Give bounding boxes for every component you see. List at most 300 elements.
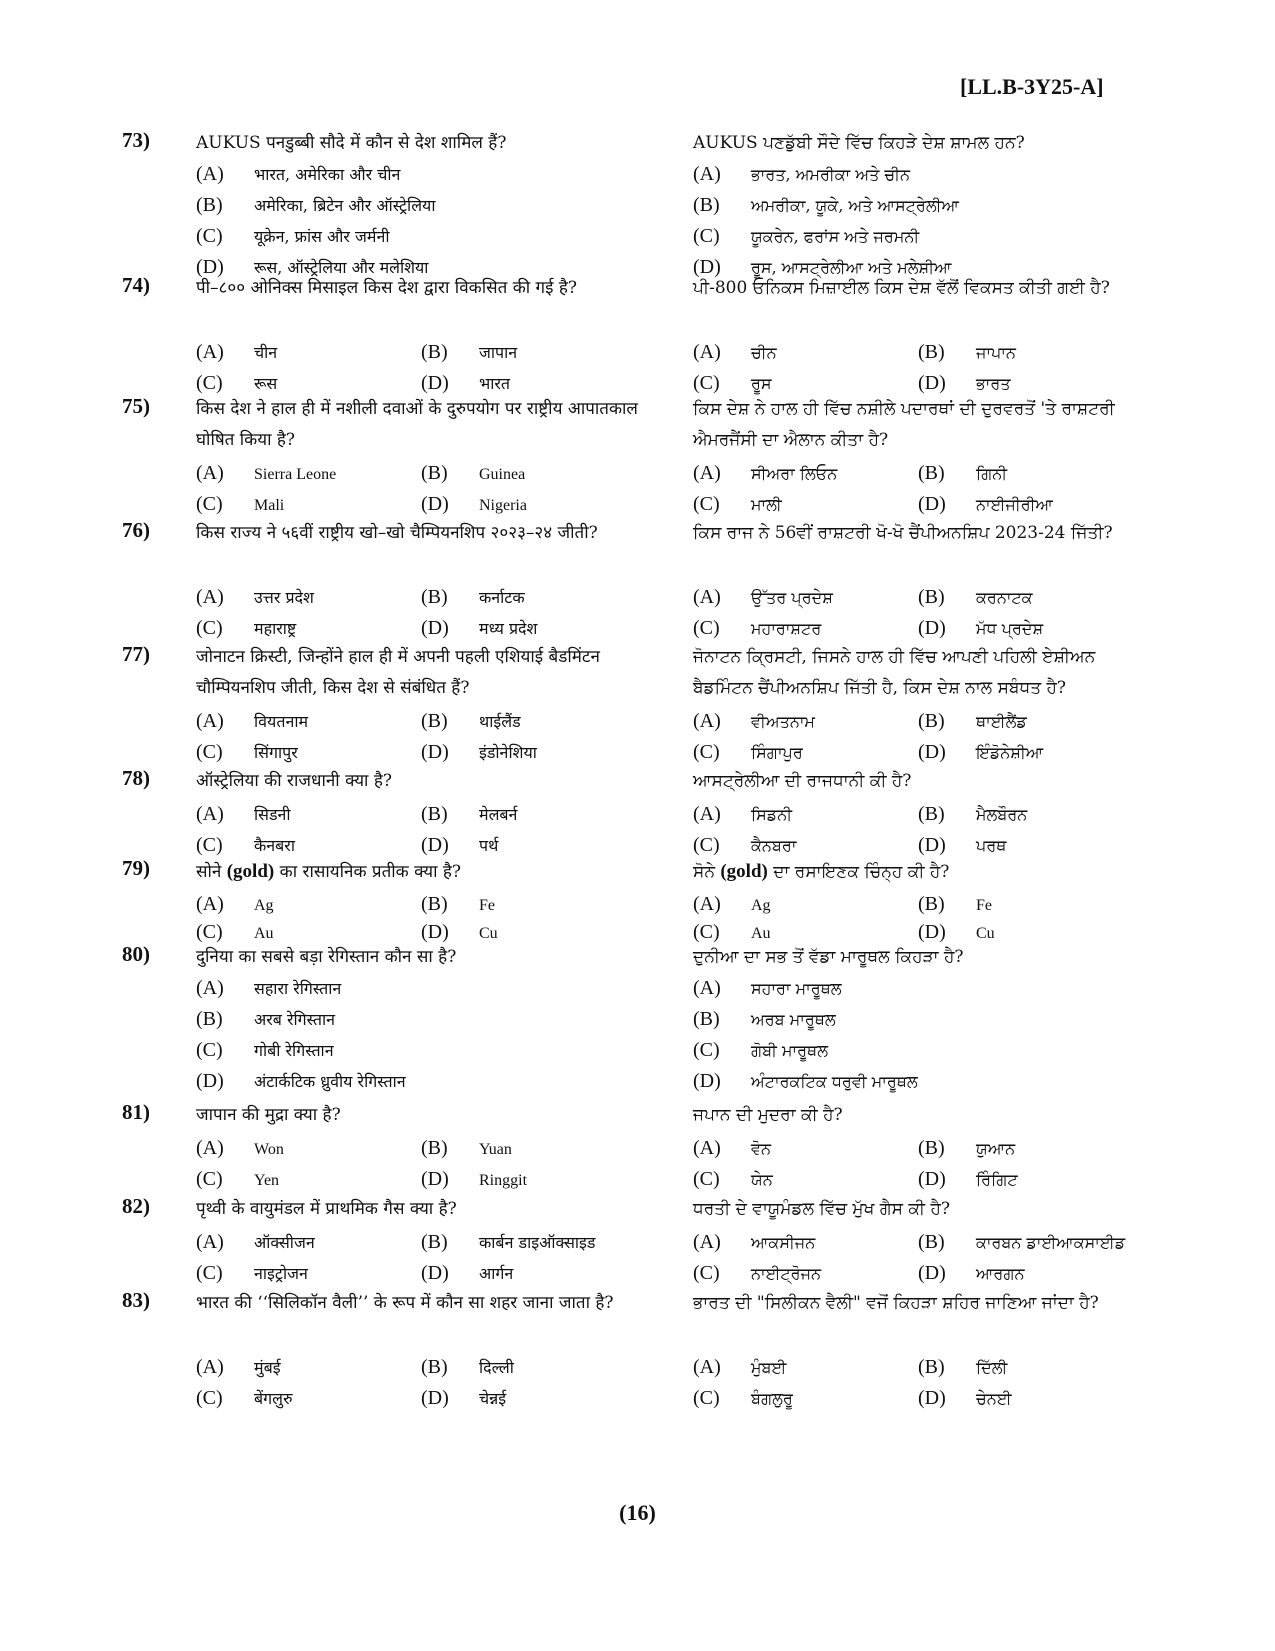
option-text: ਉੱਤਰ ਪ੍ਰਦੇਸ਼: [751, 588, 833, 607]
option-text: मध्य प्रदेश: [479, 619, 538, 638]
option-d: [421, 1164, 527, 1195]
option-label: (C): [196, 372, 223, 394]
option-label: (D): [918, 921, 946, 943]
option-c: [693, 1258, 821, 1289]
question-stem: AUKUS पनडुब्बी सौदे में कौन से देश शामिल हैं?: [196, 133, 507, 153]
option-label: (A): [196, 893, 224, 915]
option-label: (D): [421, 493, 449, 515]
option-a: [196, 706, 308, 737]
option-label: (C): [693, 372, 720, 394]
option-d: [918, 1258, 1024, 1289]
option-text: सहारा रेगिस्तान: [254, 979, 342, 998]
option-a: [693, 1133, 771, 1164]
option-text: ਜਾਪਾਨ: [976, 343, 1016, 362]
option-text: महाराष्ट्र: [254, 619, 297, 638]
option-label: (D): [918, 372, 946, 394]
option-a: [693, 973, 842, 1004]
option-b: [421, 1227, 595, 1258]
option-text: Au: [751, 925, 771, 942]
option-text: यूक्रेन, फ्रांस और जर्मनी: [254, 227, 390, 246]
option-text: भारत: [479, 374, 511, 393]
option-text: भारत, अमेरिका और चीन: [254, 165, 401, 184]
option-label: (C): [693, 1262, 720, 1284]
question-stem: ਧਰਤੀ ਦੇ ਵਾਯੂਮੰਡਲ ਵਿੱਚ ਮੁੱਖ ਗੈਸ ਕੀ ਹੈ?: [693, 1199, 950, 1219]
option-label: (C): [196, 741, 223, 763]
question-block: [0, 1194, 1275, 1288]
option-text: ਮੈਲਬੌਰਨ: [976, 805, 1028, 824]
option-label: (B): [918, 893, 945, 915]
option-label: (C): [196, 1168, 223, 1190]
option-text: ਰੂਸ, ਆਸਟ੍ਰੇਲੀਆ ਅਤੇ ਮਲੇਸ਼ੀਆ: [751, 258, 952, 277]
option-label: (A): [693, 462, 721, 484]
hindi-column: [196, 128, 646, 278]
option-b: [421, 582, 525, 613]
option-label: (D): [693, 1070, 721, 1092]
option-label: (D): [918, 834, 946, 856]
option-label: (A): [693, 1137, 721, 1159]
option-text: आर्गन: [479, 1264, 514, 1283]
question-stem: ਦੁਨੀਆ ਦਾ ਸਭ ਤੋਂ ਵੱਡਾ ਮਾਰੂਥਲ ਕਿਹੜਾ ਹੈ?: [693, 947, 964, 967]
option-d: [421, 1383, 506, 1414]
option-text: कार्बन डाइऑक्साइड: [479, 1233, 596, 1252]
option-text: इंडोनेशिया: [479, 743, 537, 762]
option-d: [693, 1066, 918, 1097]
option-a: [693, 1227, 815, 1258]
option-text: ਭਾਰਤ: [976, 374, 1011, 393]
option-text: Sierra Leone: [254, 466, 337, 483]
question-stem: ਜਪਾਨ ਦੀ ਮੁਦਰਾ ਕੀ ਹੈ?: [693, 1105, 843, 1125]
option-label: (A): [693, 1231, 721, 1253]
option-b: [421, 458, 525, 489]
option-b: [421, 1352, 514, 1383]
hindi-column: [196, 273, 646, 394]
option-a: [693, 1352, 786, 1383]
hindi-column: [196, 394, 646, 515]
question-block: [0, 273, 1275, 394]
option-label: (D): [918, 741, 946, 763]
option-label: (C): [196, 1387, 223, 1409]
option-b: [196, 1004, 335, 1035]
option-c: [693, 1383, 793, 1414]
punjabi-column: [693, 128, 1155, 278]
option-text: ਮਹਾਰਾਸ਼ਟਰ: [751, 619, 822, 638]
option-label: (B): [918, 586, 945, 608]
punjabi-column: [693, 394, 1155, 515]
option-label: (B): [918, 710, 945, 732]
option-label: (D): [421, 1168, 449, 1190]
question-number: 77): [122, 642, 150, 666]
punjabi-column: [693, 1288, 1155, 1409]
option-text: अरब रेगिस्तान: [254, 1010, 336, 1029]
hindi-column: [196, 766, 646, 856]
option-text: ਪਰਥ: [976, 836, 1007, 855]
option-text: ਸਿਡਨੀ: [751, 805, 793, 824]
option-text: Yen: [254, 1172, 280, 1189]
option-text: ਆਕਸੀਜਨ: [751, 1233, 816, 1252]
option-label: (D): [918, 1262, 946, 1284]
question-number: 81): [122, 1100, 150, 1124]
option-text: ਸੀਅਰਾ ਲਿਓਨ: [751, 464, 838, 483]
option-text: जापान: [479, 343, 518, 362]
option-label: (C): [693, 741, 720, 763]
option-label: (B): [421, 1137, 448, 1159]
option-label: (A): [693, 710, 721, 732]
option-text: Ringgit: [479, 1172, 528, 1189]
option-label: (A): [196, 586, 224, 608]
option-d: [196, 1066, 406, 1097]
stem-bold-text: (gold): [226, 861, 275, 882]
option-text: ਵੀਅਤਨਾਮ: [751, 712, 815, 731]
option-text: गोबी रेगिस्तान: [254, 1041, 334, 1060]
option-label: (A): [196, 462, 224, 484]
option-text: ਅੰਟਾਰਕਟਿਕ ਧਰੁਵੀ ਮਾਰੂਥਲ: [751, 1072, 918, 1091]
option-text: ਸਹਾਰਾ ਮਾਰੂਥਲ: [751, 979, 842, 998]
option-c: [196, 489, 284, 520]
option-label: (B): [421, 341, 448, 363]
stem-text: का रासायनिक प्रतीक क्या है?: [274, 862, 462, 882]
option-label: (B): [918, 1137, 945, 1159]
option-text: ਯੇਨ: [751, 1170, 773, 1189]
option-b: [918, 1133, 1015, 1164]
option-b: [918, 1227, 1125, 1258]
option-text: ਚੀਨ: [751, 343, 777, 362]
option-label: (B): [196, 194, 223, 216]
option-label: (C): [196, 834, 223, 856]
hindi-column: [196, 1194, 646, 1284]
option-label: (D): [421, 834, 449, 856]
option-c: [196, 221, 389, 252]
option-text: ਰਿੰਗਿਟ: [976, 1170, 1018, 1189]
option-text: मेलबर्न: [479, 805, 518, 824]
option-text: ਯੁਆਨ: [976, 1139, 1016, 1158]
question-number: 75): [122, 394, 150, 418]
option-text: Yuan: [479, 1141, 512, 1158]
option-text: ਮਾਲੀ: [751, 495, 782, 514]
option-label: (A): [693, 586, 721, 608]
option-d: [421, 613, 537, 644]
option-text: Won: [254, 1141, 284, 1158]
option-c: [196, 737, 298, 768]
option-b: [918, 706, 1027, 737]
option-label: (A): [196, 1231, 224, 1253]
option-label: (B): [918, 1231, 945, 1253]
option-a: [196, 1352, 281, 1383]
option-text: ਭਾਰਤ, ਅਮਰੀਕਾ ਅਤੇ ਚੀਨ: [751, 165, 910, 184]
option-text: ਮੱਧ ਪ੍ਰਦੇਸ਼: [976, 619, 1044, 638]
option-label: (C): [693, 225, 720, 247]
option-a: [196, 582, 314, 613]
option-c: [196, 1164, 279, 1195]
option-c: [196, 1383, 293, 1414]
option-a: [693, 582, 833, 613]
page-number: (16): [619, 1500, 656, 1525]
option-label: (B): [693, 194, 720, 216]
hindi-column: [196, 518, 646, 639]
option-text: Ag: [751, 897, 771, 914]
question-stem: AUKUS ਪਣਡੁੱਬੀ ਸੌਦੇ ਵਿੱਚ ਕਿਹੜੇ ਦੇਸ਼ ਸ਼ਾਮਲ ਹਨ?: [693, 133, 1025, 153]
option-label: (B): [918, 803, 945, 825]
question-block: [0, 1100, 1275, 1194]
option-label: (B): [421, 1356, 448, 1378]
question-stem: पृथ्वी के वायुमंडल में प्राथमिक गैस क्या है?: [196, 1199, 457, 1219]
option-d: [918, 1383, 1012, 1414]
option-label: (B): [421, 462, 448, 484]
question-block: [0, 128, 1275, 278]
option-d: [421, 1258, 513, 1289]
option-text: Au: [254, 925, 274, 942]
option-a: [196, 973, 341, 1004]
option-label: (C): [693, 493, 720, 515]
option-text: मुंबई: [254, 1358, 281, 1377]
option-text: दिल्ली: [479, 1358, 514, 1377]
option-label: (D): [918, 617, 946, 639]
option-text: ਚੇਨਈ: [976, 1389, 1012, 1408]
question-stem: ਕਿਸ ਰਾਜ ਨੇ 56ਵੀਂ ਰਾਸ਼ਟਰੀ ਖੋ-ਖੋ ਚੈਂਪੀਅਨਸ਼ਿਪ 2023-24 ਜਿੱਤੀ?: [693, 523, 1113, 543]
option-d: [918, 489, 1053, 520]
option-label: (D): [421, 1387, 449, 1409]
question-stem: ऑस्ट्रेलिया की राजधानी क्या है?: [196, 771, 393, 791]
hindi-column: [196, 856, 646, 943]
option-text: ਦਿੱਲੀ: [976, 1358, 1008, 1377]
option-b: [918, 799, 1027, 830]
option-text: उत्तर प्रदेश: [254, 588, 314, 607]
question-block: [0, 856, 1275, 942]
option-label: (D): [421, 372, 449, 394]
option-label: (C): [693, 1039, 720, 1061]
question-number: 79): [122, 856, 150, 880]
option-label: (C): [693, 1168, 720, 1190]
option-label: (A): [693, 893, 721, 915]
option-d: [918, 613, 1043, 644]
option-label: (A): [196, 977, 224, 999]
option-b: [421, 889, 495, 920]
option-a: [693, 337, 777, 368]
option-label: (B): [421, 1231, 448, 1253]
option-label: (A): [693, 803, 721, 825]
option-text: अंटार्कटिक ध्रुवीय रेगिस्तान: [254, 1072, 406, 1091]
question-stem: जापान की मुद्रा क्या है?: [196, 1105, 341, 1125]
option-text: बेंगलुरु: [254, 1389, 293, 1408]
option-a: [693, 799, 792, 830]
option-c: [693, 1164, 773, 1195]
option-text: ਰੂਸ: [751, 374, 772, 393]
option-b: [918, 1352, 1007, 1383]
option-label: (A): [196, 1137, 224, 1159]
option-label: (B): [918, 462, 945, 484]
question-stem: किस देश ने हाल ही में नशीली दवाओं के दुरुपयोग पर राष्ट्रीय आपातकाल घोषित किया है?: [196, 399, 638, 450]
option-text: रूस: [254, 374, 278, 393]
option-text: ਕਾਰਬਨ ਡਾਈਆਕਸਾਈਡ: [976, 1233, 1126, 1252]
question-number: 80): [122, 942, 150, 966]
option-label: (A): [196, 163, 224, 185]
option-text: सिंगापुर: [254, 743, 298, 762]
option-d: [918, 737, 1043, 768]
option-a: [693, 159, 910, 190]
option-text: ਨਾਈਜੀਰੀਆ: [976, 495, 1053, 514]
option-label: (B): [421, 893, 448, 915]
option-label: (B): [693, 1008, 720, 1030]
option-b: [918, 582, 1033, 613]
option-d: [421, 737, 537, 768]
hindi-column: [196, 1100, 646, 1190]
option-c: [693, 1035, 828, 1066]
option-label: (D): [693, 256, 721, 278]
option-text: चीन: [254, 343, 278, 362]
option-label: (C): [196, 225, 223, 247]
option-label: (A): [693, 163, 721, 185]
option-a: [196, 458, 336, 489]
option-text: कैनबरा: [254, 836, 295, 855]
option-label: (D): [421, 921, 449, 943]
hindi-column: [196, 942, 646, 1092]
option-label: (C): [693, 617, 720, 639]
option-label: (A): [196, 803, 224, 825]
option-text: ਆਰਗਨ: [976, 1264, 1025, 1283]
option-label: (D): [196, 256, 224, 278]
option-text: Fe: [976, 897, 992, 914]
option-b: [421, 1133, 512, 1164]
option-label: (A): [693, 1356, 721, 1378]
option-text: ਸਿੰਗਾਪੁਰ: [751, 743, 803, 762]
punjabi-column: [693, 642, 1155, 763]
question-number: 76): [122, 518, 150, 542]
option-b: [421, 337, 517, 368]
option-label: (C): [693, 834, 720, 856]
option-c: [196, 613, 296, 644]
question-block: [0, 394, 1275, 518]
option-text: Nigeria: [479, 497, 527, 514]
option-b: [918, 337, 1016, 368]
option-b: [693, 1004, 836, 1035]
option-a: [196, 799, 291, 830]
option-a: [196, 337, 277, 368]
question-stem: [693, 856, 1155, 888]
option-text: Mali: [254, 497, 285, 514]
option-label: (C): [693, 1387, 720, 1409]
option-text: Cu: [976, 925, 995, 942]
question-number: 74): [122, 273, 150, 297]
question-number: 82): [122, 1194, 150, 1218]
option-label: (A): [693, 977, 721, 999]
question-block: [0, 1288, 1275, 1412]
option-text: ਗਿਨੀ: [976, 464, 1008, 483]
question-stem: भारत की ‘‘सिलिकॉन वैली’’ के रूप में कौन सा शहर जाना जाता है?: [196, 1293, 614, 1313]
option-text: Ag: [254, 897, 274, 914]
option-a: [693, 458, 837, 489]
option-label: (B): [918, 341, 945, 363]
option-text: थाईलैंड: [479, 712, 521, 731]
option-a: [196, 1227, 315, 1258]
option-text: Cu: [479, 925, 498, 942]
option-text: ऑक्सीजन: [254, 1233, 315, 1252]
option-label: (C): [196, 921, 223, 943]
option-label: (D): [421, 1262, 449, 1284]
punjabi-column: [693, 518, 1155, 639]
punjabi-column: [693, 1100, 1155, 1190]
option-label: (C): [196, 1039, 223, 1061]
option-a: [196, 889, 274, 920]
option-text: कर्नाटक: [479, 588, 525, 607]
option-label: (D): [918, 1168, 946, 1190]
option-b: [918, 458, 1007, 489]
punjabi-column: [693, 273, 1155, 394]
option-label: (B): [918, 1356, 945, 1378]
punjabi-column: [693, 942, 1155, 1092]
question-block: [0, 942, 1275, 1100]
stem-bold-text: (gold): [720, 861, 768, 882]
option-text: वियतनाम: [254, 712, 309, 731]
option-text: ਕਰਨਾਟਕ: [976, 588, 1033, 607]
option-d: [918, 1164, 1018, 1195]
option-label: (A): [196, 341, 224, 363]
question-stem: दुनिया का सबसे बड़ा रेगिस्तान कौन सा है?: [196, 947, 457, 967]
option-label: (D): [421, 617, 449, 639]
question-stem: [196, 856, 646, 888]
option-b: [918, 889, 992, 920]
option-text: पर्थ: [479, 836, 499, 855]
option-label: (D): [918, 493, 946, 515]
option-text: ਇੰਡੋਨੇਸ਼ੀਆ: [976, 743, 1044, 762]
question-number: 78): [122, 766, 150, 790]
option-label: (B): [421, 710, 448, 732]
option-b: [196, 190, 435, 221]
question-stem: ਕਿਸ ਦੇਸ਼ ਨੇ ਹਾਲ ਹੀ ਵਿੱਚ ਨਸ਼ੀਲੇ ਪਦਾਰਥਾਂ ਦੀ ਦੁਰਵਰਤੋਂ 'ਤੇ ਰਾਸ਼ਟਰੀ ਐਮਰਜੈਂਸੀ ਦਾ ਐਲਾਨ ਕੀਤਾ ਹੈ?: [693, 399, 1115, 450]
option-label: (A): [196, 1356, 224, 1378]
option-label: (D): [918, 1387, 946, 1409]
option-a: [693, 889, 771, 920]
question-block: [0, 518, 1275, 642]
option-text: ਯੂਕਰੇਨ, ਫਰਾਂਸ ਅਤੇ ਜਰਮਨੀ: [751, 227, 920, 246]
option-text: नाइट्रोजन: [254, 1264, 308, 1283]
option-a: [196, 159, 400, 190]
option-label: (C): [196, 617, 223, 639]
question-number: 73): [122, 128, 150, 152]
option-c: [693, 737, 803, 768]
question-block: [0, 642, 1275, 766]
option-label: (B): [196, 1008, 223, 1030]
option-text: ਮੁੰਬਈ: [751, 1358, 787, 1377]
option-text: अमेरिका, ब्रिटेन और ऑस्ट्रेलिया: [254, 196, 436, 215]
option-text: Fe: [479, 897, 495, 914]
question-stem: पी–८०० ओनिक्स मिसाइल किस देश द्वारा विकसित की गई है?: [196, 278, 578, 298]
hindi-column: [196, 642, 646, 763]
option-c: [693, 489, 782, 520]
option-label: (C): [693, 921, 720, 943]
option-text: ਵੋਨ: [751, 1139, 772, 1158]
option-text: सिडनी: [254, 805, 291, 824]
option-b: [421, 799, 517, 830]
question-list: [0, 128, 1275, 1412]
option-label: (B): [421, 803, 448, 825]
option-label: (A): [196, 710, 224, 732]
option-text: ਬੰਗਲੁਰੂ: [751, 1389, 793, 1408]
question-stem: ਪੀ-800 ਓਨਿਕਸ ਮਿਜ਼ਾਈਲ ਕਿਸ ਦੇਸ਼ ਵੱਲੋਂ ਵਿਕਸਤ ਕੀਤੀ ਗਈ ਹੈ?: [693, 278, 1110, 298]
stem-text: सोने: [196, 862, 227, 882]
question-stem: किस राज्य ने ५६वीं राष्ट्रीय खो–खो चैम्पियनशिप २०२३–२४ जीती?: [196, 523, 598, 543]
option-c: [693, 613, 821, 644]
option-label: (C): [196, 1262, 223, 1284]
question-block: [0, 766, 1275, 856]
question-stem: जोनाटन क्रिस्टी, जिन्होंने हाल ही में अपनी पहली एशियाई बैडमिंटन चौम्पियनशिप जीती, किस देश से संबंधित हैं?: [196, 647, 600, 698]
option-text: ਥਾਈਲੈਂਡ: [976, 712, 1027, 731]
option-a: [196, 1133, 284, 1164]
option-c: [196, 1258, 308, 1289]
paper-code: [LL.B-3Y25-A]: [960, 74, 1104, 99]
hindi-column: [196, 1288, 646, 1409]
option-text: ਕੈਨਬਰਾ: [751, 836, 797, 855]
option-text: ਨਾਈਟ੍ਰੋਜਨ: [751, 1264, 822, 1283]
question-number: 83): [122, 1288, 150, 1312]
